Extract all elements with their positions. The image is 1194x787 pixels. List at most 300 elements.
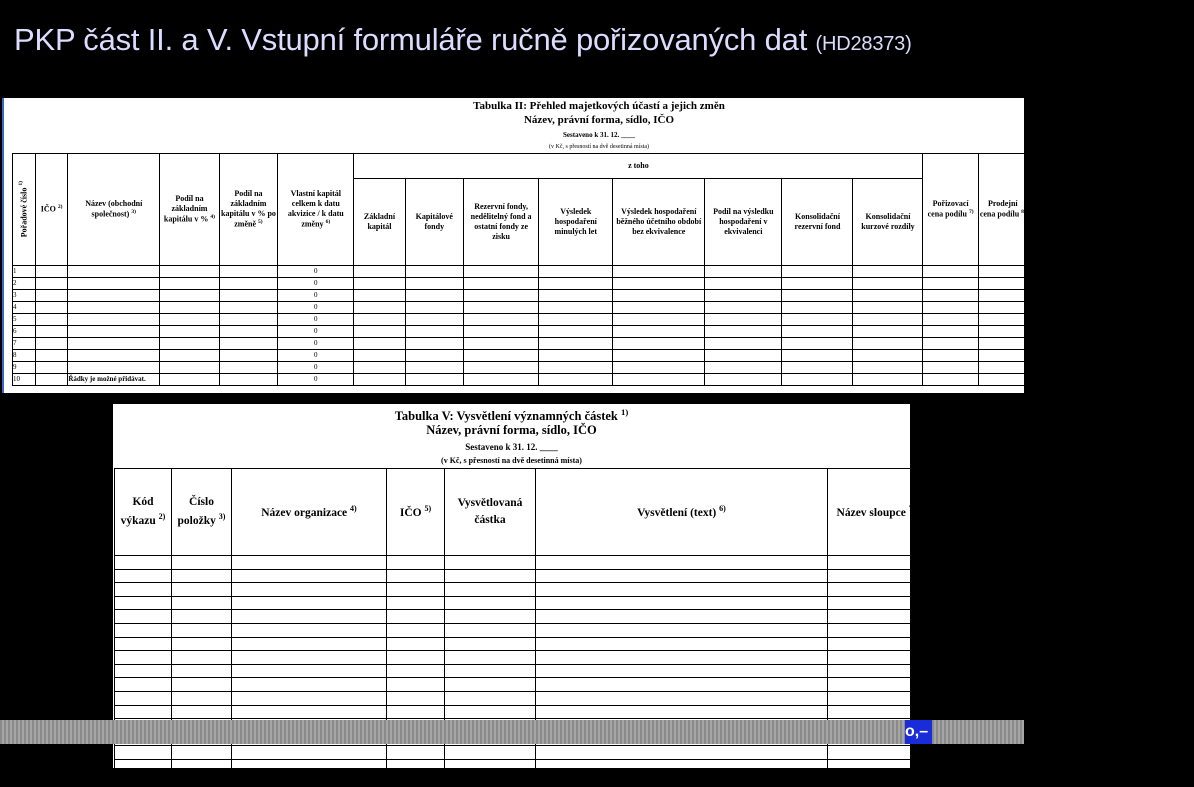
table-cell: [705, 290, 782, 302]
table-row: [115, 556, 925, 570]
table-row: [115, 623, 925, 637]
table-cell: [115, 556, 172, 570]
table-cell: [387, 623, 445, 637]
table-cell: [405, 278, 463, 290]
table-cell: [853, 278, 923, 290]
table-cell: [160, 338, 220, 350]
table-cell: [464, 326, 539, 338]
table-cell: [387, 596, 445, 610]
row-number: 4: [13, 302, 36, 314]
table-row: [115, 651, 925, 665]
row-vlastni-kapital: 0: [278, 362, 354, 374]
table-cell: [782, 326, 853, 338]
table-cell: [387, 705, 445, 719]
table-cell: [219, 350, 277, 362]
table-cell: [445, 583, 536, 597]
table-cell: [923, 350, 978, 362]
table-cell: [172, 746, 232, 760]
table-cell: [828, 759, 925, 773]
table-cell: [853, 362, 923, 374]
table-cell: [536, 651, 828, 665]
table-cell: [219, 314, 277, 326]
slide-title-code: (HD28373): [815, 33, 912, 55]
table-v-units: (v Kč, s přesností na dvě desetinná místa): [441, 456, 582, 465]
table-row: [13, 314, 1122, 326]
table-cell: [536, 746, 828, 760]
table-cell: [232, 773, 387, 787]
table-cell: [828, 691, 925, 705]
table-cell: [978, 302, 1027, 314]
table-cell: [1027, 362, 1121, 374]
table-cell: [705, 362, 782, 374]
table-cell: [539, 338, 613, 350]
table-cell: [705, 350, 782, 362]
table-cell: [405, 290, 463, 302]
table-row: [115, 569, 925, 583]
table-cell: [1027, 314, 1121, 326]
table-cell: [354, 338, 405, 350]
table-cell: [405, 326, 463, 338]
col-ico: IČO $^{2)}$: [35, 154, 67, 266]
table-cell: [539, 290, 613, 302]
table-cell: [115, 705, 172, 719]
table-cell: [160, 350, 220, 362]
table-cell: [853, 374, 923, 386]
table-cell: [387, 773, 445, 787]
table-cell: [1027, 374, 1121, 386]
table-cell: [539, 326, 613, 338]
table-cell: [354, 290, 405, 302]
table-cell: [536, 569, 828, 583]
table-cell: [160, 290, 220, 302]
table-cell: [464, 266, 539, 278]
table-cell: [232, 637, 387, 651]
table-cell: [828, 678, 925, 692]
table-cell: [387, 556, 445, 570]
table-cell: [828, 637, 925, 651]
table-cell: [115, 623, 172, 637]
table-cell: [613, 314, 705, 326]
table-cell: [536, 705, 828, 719]
row-number: 3: [13, 290, 36, 302]
table-cell: [232, 651, 387, 665]
table-cell: [387, 746, 445, 760]
table-cell: [35, 338, 67, 350]
col-nazev-organizace: Název organizace $^{4)}$: [232, 469, 387, 556]
table-cell: [536, 691, 828, 705]
table-cell: [464, 314, 539, 326]
table-cell: [68, 314, 160, 326]
table-cell: [705, 266, 782, 278]
col-rezervni-fondy: Rezervní fondy, nedělitelný fond a ostatní fondy ze zisku: [464, 179, 539, 266]
table-cell: [923, 362, 978, 374]
table-cell: [172, 759, 232, 773]
slide-title-main: PKP část II. a V. Vstupní formuláře ručně pořizovaných dat: [14, 22, 808, 57]
table-cell: [405, 302, 463, 314]
table-cell: [232, 759, 387, 773]
table-cell: [354, 350, 405, 362]
table-cell: [539, 302, 613, 314]
table-cell: [219, 302, 277, 314]
table-cell: [160, 302, 220, 314]
table-cell: [115, 691, 172, 705]
table-cell: [219, 290, 277, 302]
table-cell: [705, 302, 782, 314]
table-cell: [445, 705, 536, 719]
table-cell: [705, 314, 782, 326]
table-cell: [978, 374, 1027, 386]
col-prodejni-cena: Prodejní cena podílu $^{8)}$: [978, 154, 1027, 266]
table-cell: [445, 556, 536, 570]
table-cell: [536, 773, 828, 787]
table-cell: [68, 338, 160, 350]
table-cell: [782, 362, 853, 374]
table-row: [13, 362, 1122, 374]
row-vlastni-kapital: 0: [278, 278, 354, 290]
table-cell: [782, 314, 853, 326]
rows-note: Řádky je možné přidávat.: [68, 374, 160, 386]
table-cell: [445, 610, 536, 624]
table-cell: [782, 302, 853, 314]
table-cell: [613, 278, 705, 290]
col-nazev: Název (obchodní společnost) $^{3)}$: [68, 154, 160, 266]
table-cell: [68, 326, 160, 338]
table-cell: [828, 569, 925, 583]
table-cell: [115, 637, 172, 651]
table-cell: [35, 350, 67, 362]
table-v-title: Tabulka V: Vysvětlení významných částek $^{1)}$: [394, 407, 629, 424]
col-ico-v: IČO $^{5)}$: [387, 469, 445, 556]
table-cell: [115, 678, 172, 692]
table-cell: [232, 610, 387, 624]
table-cell: [705, 278, 782, 290]
col-kod-vykazu: Kód výkazu $^{2)}$: [115, 469, 172, 556]
table-cell: [387, 664, 445, 678]
table-cell: [445, 759, 536, 773]
table-cell: [613, 302, 705, 314]
table-v-document: [113, 404, 916, 768]
table-cell: [172, 637, 232, 651]
table-cell: [923, 338, 978, 350]
table-cell: [115, 773, 172, 787]
table-cell: [172, 556, 232, 570]
table-cell: [354, 314, 405, 326]
table-row: [115, 637, 925, 651]
table-cell: [923, 326, 978, 338]
table-cell: [978, 314, 1027, 326]
row-number: 10: [13, 374, 36, 386]
table-row: [115, 759, 925, 773]
table-row: [13, 290, 1122, 302]
table-cell: [1027, 326, 1121, 338]
row-number: 1: [13, 266, 36, 278]
table-cell: [853, 338, 923, 350]
table-cell: [387, 691, 445, 705]
table-cell: [172, 664, 232, 678]
slide-title: [14, 22, 912, 58]
table-cell: [232, 705, 387, 719]
table-cell: [978, 266, 1027, 278]
table-cell: [35, 314, 67, 326]
table-cell: [115, 746, 172, 760]
table-cell: [705, 338, 782, 350]
table-cell: [354, 326, 405, 338]
table-row: [13, 350, 1122, 362]
table-cell: [782, 266, 853, 278]
table-cell: [536, 596, 828, 610]
table-cell: [445, 691, 536, 705]
table-v-compiled: Sestaveno k 31. 12. ____: [465, 442, 558, 452]
table-cell: [35, 290, 67, 302]
row-vlastni-kapital: 0: [278, 326, 354, 338]
table-cell: [232, 583, 387, 597]
table-cell: [978, 350, 1027, 362]
row-number: 8: [13, 350, 36, 362]
row-number: 2: [13, 278, 36, 290]
table-row: [13, 374, 1122, 386]
table-cell: [613, 338, 705, 350]
table-cell: [539, 374, 613, 386]
col-poradove-cislo: Pořadové číslo $^{1)}$: [13, 154, 36, 266]
slide-title-bar: [0, 0, 1024, 98]
table-cell: [445, 651, 536, 665]
table-cell: [853, 350, 923, 362]
table-cell: [445, 596, 536, 610]
table-cell: [828, 623, 925, 637]
table-cell: [68, 302, 160, 314]
table-cell: [405, 266, 463, 278]
table-cell: [613, 350, 705, 362]
row-vlastni-kapital: 0: [278, 266, 354, 278]
table-cell: [219, 266, 277, 278]
table-cell: [160, 362, 220, 374]
table-cell: [115, 569, 172, 583]
table-cell: [68, 290, 160, 302]
table-cell: [172, 596, 232, 610]
col-vlastni-kapital: Vlastní kapitál celkem k datu akvizice / k datu změny $^{6)}$: [278, 154, 354, 266]
table-cell: [219, 278, 277, 290]
table-cell: [68, 278, 160, 290]
table-cell: [464, 350, 539, 362]
table-cell: [405, 374, 463, 386]
table-cell: [536, 556, 828, 570]
table-cell: [978, 362, 1027, 374]
table-cell: [172, 569, 232, 583]
table-cell: [978, 326, 1027, 338]
table-ii-units: (v Kč, s přesností na dvě desetinná místa): [549, 144, 649, 150]
table-cell: [923, 302, 978, 314]
table-row: [115, 678, 925, 692]
table-cell: [464, 302, 539, 314]
table-cell: [445, 678, 536, 692]
table-cell: [354, 278, 405, 290]
table-cell: [539, 266, 613, 278]
table-cell: [613, 362, 705, 374]
table-cell: [828, 746, 925, 760]
table-cell: [445, 569, 536, 583]
table-v-subtitle: Název, právní forma, sídlo, IČO: [426, 423, 597, 437]
table-cell: [782, 374, 853, 386]
table-cell: [445, 773, 536, 787]
table-cell: [160, 314, 220, 326]
table-cell: [539, 350, 613, 362]
table-cell: [405, 350, 463, 362]
table-cell: [172, 691, 232, 705]
table-cell: [445, 637, 536, 651]
table-cell: [160, 326, 220, 338]
table-row: [115, 746, 925, 760]
row-vlastni-kapital: 0: [278, 338, 354, 350]
table-cell: [35, 362, 67, 374]
table-cell: [232, 664, 387, 678]
col-vysvetleni: Vysvětlení (text) $^{6)}$: [536, 469, 828, 556]
table-cell: [387, 569, 445, 583]
table-cell: [536, 623, 828, 637]
table-row: [115, 596, 925, 610]
table-cell: [115, 583, 172, 597]
table-cell: [172, 623, 232, 637]
table-cell: [445, 623, 536, 637]
table-cell: [115, 664, 172, 678]
table-cell: [35, 266, 67, 278]
table-cell: [1027, 338, 1121, 350]
col-group-z-toho: z toho: [354, 154, 923, 179]
table-cell: [68, 266, 160, 278]
col-podil-po-zmene: Podíl na základním kapitálu v % po změně $^{5)}$: [219, 154, 277, 266]
table-cell: [68, 362, 160, 374]
table-cell: [978, 338, 1027, 350]
table-cell: [828, 596, 925, 610]
table-cell: [35, 278, 67, 290]
table-cell: [828, 651, 925, 665]
col-vysvetlovana-castka: Vysvětlovaná částka: [445, 469, 536, 556]
table-cell: [232, 623, 387, 637]
table-cell: [405, 338, 463, 350]
table-cell: [853, 290, 923, 302]
table-cell: [536, 637, 828, 651]
table-cell: [219, 374, 277, 386]
table-cell: [172, 651, 232, 665]
table-cell: [405, 314, 463, 326]
table-cell: [536, 759, 828, 773]
table-cell: [219, 338, 277, 350]
col-podil-zakladnim: Podíl na základním kapitálu v % $^{4)}$: [160, 154, 220, 266]
table-row: [13, 266, 1122, 278]
table-cell: [782, 338, 853, 350]
table-cell: [828, 705, 925, 719]
col-nazev-sloupce: Název sloupce $^{7)}$: [828, 469, 925, 556]
row-vlastni-kapital: 0: [278, 374, 354, 386]
table-cell: [387, 651, 445, 665]
row-vlastni-kapital: 0: [278, 350, 354, 362]
table-cell: [387, 610, 445, 624]
table-cell: [853, 314, 923, 326]
table-cell: [539, 362, 613, 374]
row-vlastni-kapital: 0: [278, 302, 354, 314]
table-cell: [1027, 350, 1121, 362]
table-cell: [536, 583, 828, 597]
table-cell: [782, 350, 853, 362]
col-konsolidacni-kurzove: Konsolidační kurzové rozdíly: [853, 179, 923, 266]
table-cell: [613, 374, 705, 386]
table-cell: [923, 374, 978, 386]
table-cell: [354, 362, 405, 374]
table-cell: [782, 278, 853, 290]
table-cell: [539, 314, 613, 326]
table-row: [13, 338, 1122, 350]
table-cell: [115, 610, 172, 624]
table-row: [115, 610, 925, 624]
table-cell: [536, 678, 828, 692]
table-cell: [232, 746, 387, 760]
table-cell: [853, 266, 923, 278]
table-cell: [232, 691, 387, 705]
table-row: [115, 664, 925, 678]
table-cell: [464, 338, 539, 350]
table-ii-subtitle: Název, právní forma, sídlo, IČO: [523, 114, 675, 126]
table-cell: [354, 302, 405, 314]
table-cell: [978, 278, 1027, 290]
table-row: [115, 705, 925, 719]
table-cell: [115, 759, 172, 773]
table-cell: [232, 556, 387, 570]
table-cell: [828, 556, 925, 570]
table-cell: [613, 326, 705, 338]
table-cell: [172, 678, 232, 692]
table-cell: [445, 746, 536, 760]
table-cell: [923, 266, 978, 278]
table-row: [115, 583, 925, 597]
table-cell: [536, 664, 828, 678]
table-cell: [464, 374, 539, 386]
col-konsolidacni-rezervni: Konsolidační rezervní fond: [782, 179, 853, 266]
table-cell: [160, 266, 220, 278]
table-cell: [782, 290, 853, 302]
table-cell: [68, 350, 160, 362]
col-datum-zmeny: Datum změny majetkové účasti $^{9)}$: [1027, 154, 1121, 266]
table-cell: [172, 705, 232, 719]
table-row: [13, 326, 1122, 338]
table-cell: [445, 664, 536, 678]
table-ii-document: [2, 98, 1118, 393]
row-vlastni-kapital: 0: [278, 290, 354, 302]
table-ii-compiled: Sestaveno k 31. 12. ____: [563, 131, 635, 139]
table-cell: [172, 610, 232, 624]
footer-band-chip: o,–: [905, 720, 932, 744]
table-ii: [12, 153, 1122, 386]
table-cell: [536, 610, 828, 624]
table-cell: [387, 637, 445, 651]
table-cell: [405, 362, 463, 374]
table-row: [115, 773, 925, 787]
table-cell: [172, 583, 232, 597]
table-cell: [387, 583, 445, 597]
table-cell: [828, 773, 925, 787]
table-cell: [35, 302, 67, 314]
table-cell: [160, 278, 220, 290]
table-cell: [828, 664, 925, 678]
table-ii-title: Tabulka II: Přehled majetkových účastí a jejich změn: [473, 100, 725, 112]
table-cell: [115, 596, 172, 610]
table-cell: [387, 678, 445, 692]
table-cell: [923, 314, 978, 326]
table-row: [13, 278, 1122, 290]
table-cell: [232, 569, 387, 583]
row-number: 7: [13, 338, 36, 350]
table-cell: [978, 290, 1027, 302]
table-cell: [1027, 302, 1121, 314]
table-cell: [35, 374, 67, 386]
